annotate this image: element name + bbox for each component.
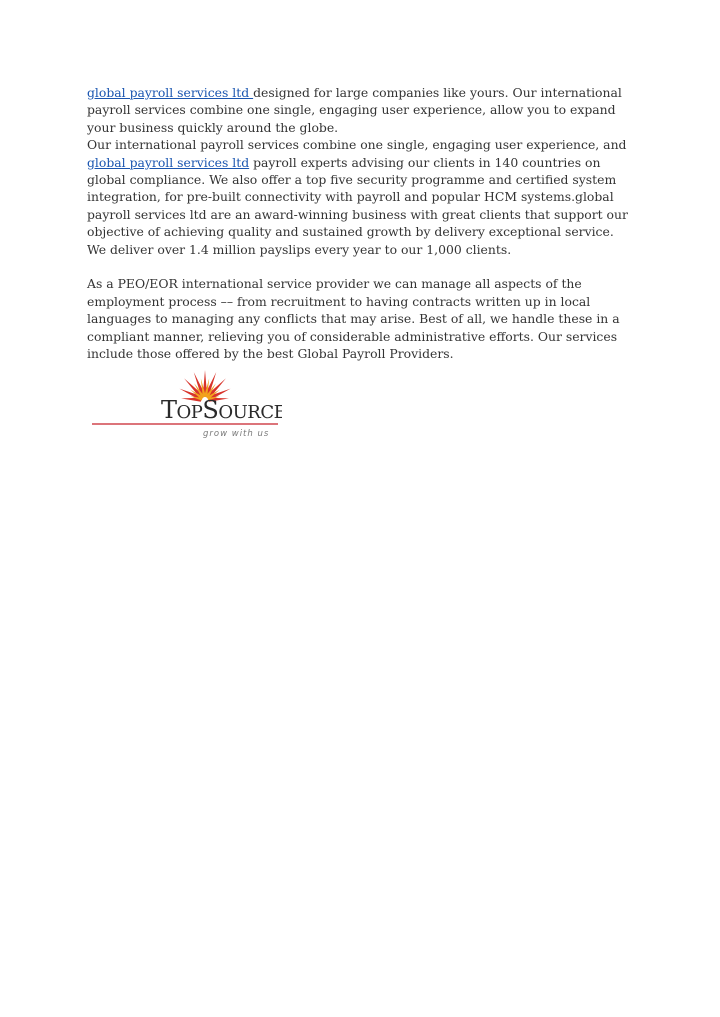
logo-wordmark: TOPSOURCE xyxy=(161,396,282,424)
paragraph-services-text-b: payroll experts advising our clients in 140 countries on global compliance. We also offer a top five security programme and certified system integration, for pre-built connectivity with payroll and popular HCM systems.global payroll services ltd are an award-winning business with great clients that support our objective of achieving quality and sustained growth by delivery exceptional service. We deliver over 1.4 million payslips every year to our 1,000 clients. xyxy=(87,154,628,257)
paragraph-peo-eor-text: As a PEO/EOR international service provider we can manage all aspects of the employment process –– from recruitment to having contracts written up in local languages to managing any conflicts that may arise. Best of all, we handle these in a compliant manner, relieving you of considerable administrative efforts. Our services include those offered by the best Global Payroll Providers. xyxy=(87,276,620,362)
document-body xyxy=(87,84,635,362)
global-payroll-link-1[interactable]: global payroll services ltd xyxy=(87,85,254,100)
global-payroll-link-2[interactable]: global payroll services ltd xyxy=(87,154,250,170)
paragraph-services-text-a: Our international payroll services combine one single, engaging user experience, and xyxy=(87,137,627,153)
paragraph-services xyxy=(87,136,635,258)
paragraph-peo-eor xyxy=(87,275,635,362)
logo-tagline: grow with us xyxy=(203,429,270,439)
paragraph-intro-text: designed for large companies like yours. Our international payroll services combine one single, engaging user experience, allow you to expand your business quickly around the globe. xyxy=(87,85,622,135)
topsource-logo xyxy=(92,368,282,440)
paragraph-intro xyxy=(87,84,635,136)
